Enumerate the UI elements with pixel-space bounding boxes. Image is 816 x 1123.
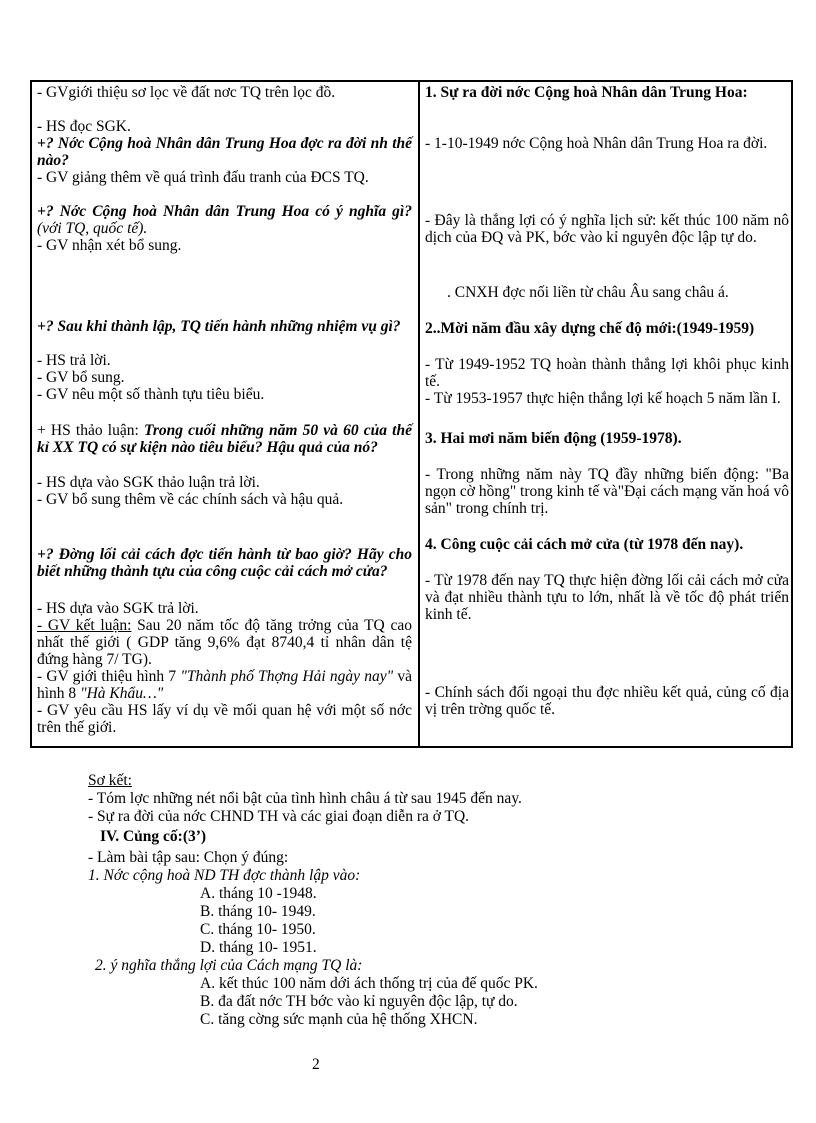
question-1: 1. Nớc cộng hoà ND TH đợc thành lập vào: bbox=[88, 867, 361, 884]
exercise-instruction: - Làm bài tập sau: Chọn ý đúng: bbox=[88, 849, 289, 866]
summary-title: Sơ kết: bbox=[88, 772, 132, 789]
conclusion-label: - GV kết luận: bbox=[37, 617, 132, 634]
content-text: - Đây là thắng lợi có ý nghĩa lịch sử: kết thúc 100 năm nô dịch của ĐQ và PK, bớc vào kỉ nguyên độc lập tự do. bbox=[425, 212, 789, 246]
activity-text bbox=[37, 668, 412, 702]
activity-text: - GV bổ sung. bbox=[37, 369, 125, 386]
figure-intro: và hình 8 bbox=[37, 668, 412, 702]
section-heading: 1. Sự ra đời nớc Cộng hoà Nhân dân Trung Hoa: bbox=[425, 84, 748, 101]
activity-text: - HS dựa vào SGK thảo luận trả lời. bbox=[37, 474, 260, 491]
content-text: - Từ 1949-1952 TQ hoàn thành thắng lợi khôi phục kinh tế. bbox=[425, 356, 789, 390]
question-text: Trong cuối những năm 50 và 60 của thế kỉ XX TQ có sự kiện nào tiêu biểu? Hậu quả của nó? bbox=[37, 422, 412, 456]
discussion-label: + HS thảo luận: bbox=[37, 422, 144, 439]
answer-option: C. tăng cờng sức mạnh của hệ thống XHCN. bbox=[200, 1011, 478, 1028]
answer-option: A. kết thúc 100 năm dới ách thống trị của đế quốc PK. bbox=[200, 975, 538, 992]
activity-question: +? Sau khi thành lập, TQ tiến hành những nhiệm vụ gì? bbox=[37, 318, 401, 335]
content-text: - Từ 1953-1957 thực hiện thắng lợi kế hoạch 5 năm lần I. bbox=[425, 390, 781, 407]
activity-question: +? Đờng lối cải cách đợc tiến hành từ bao giờ? Hãy cho biết những thành tựu của công cuộc cải cách mở cửa? bbox=[37, 546, 412, 580]
activity-text: - HS đọc SGK. bbox=[37, 118, 131, 135]
answer-option: A. tháng 10 -1948. bbox=[200, 885, 317, 902]
lesson-table bbox=[30, 80, 793, 748]
content-text: . CNXH đợc nối liền từ châu Âu sang châu á. bbox=[447, 284, 729, 301]
section-heading: IV. Củng cố:(3’) bbox=[100, 828, 207, 845]
answer-option: B. tháng 10- 1949. bbox=[200, 903, 316, 920]
activity-question bbox=[37, 422, 412, 456]
page-number: 2 bbox=[312, 1056, 320, 1073]
question-2: 2. ý nghĩa thắng lợi của Cách mạng TQ là: bbox=[95, 957, 363, 974]
summary-item: - Sự ra đời của nớc CHND TH và các giai đoạn diễn ra ở TQ. bbox=[88, 808, 470, 825]
activity-text bbox=[37, 617, 412, 668]
activity-text: - GVgiới thiệu sơ lọc về đất nơc TQ trên lọc đồ. bbox=[37, 84, 336, 101]
content-text: - Trong những năm này TQ đầy những biến động: "Ba ngọn cờ hồng" trong kinh tế và"Đại cách mạng văn hoá vô sản" trong chính trị. bbox=[425, 466, 789, 517]
summary-item: - Tóm lợc những nét nổi bật của tình hình châu á từ sau 1945 đến nay. bbox=[88, 790, 522, 807]
content-text: - Từ 1978 đến nay TQ thực hiện đờng lối cải cách mở cửa và đạt nhiều thành tựu to lớn, nhất là về tốc độ phát triển kinh tế. bbox=[425, 572, 789, 623]
figure-8-caption: "Hà Khẩu…" bbox=[80, 685, 164, 702]
activity-text: - HS trả lời. bbox=[37, 352, 111, 369]
answer-option: C. tháng 10- 1950. bbox=[200, 921, 316, 938]
activity-text: - HS dựa vào SGK trả lời. bbox=[37, 600, 199, 617]
answer-option: B. đa đất nớc TH bớc vào kỉ nguyên độc lập, tự do. bbox=[200, 993, 518, 1010]
conclusion-text: Sau 20 năm tốc độ tăng trởng của TQ cao nhất thế giới ( GDP tăng 9,6% đạt 8740,4 tỉ nhân dân tệ đứng hàng 7/ TG). bbox=[37, 617, 413, 668]
activity-question bbox=[37, 203, 412, 237]
answer-option: D. tháng 10- 1951. bbox=[200, 939, 317, 956]
question-text: +? Nớc Cộng hoà Nhân dân Trung Hoa có ý nghĩa gì? bbox=[37, 203, 412, 220]
activity-text: - GV nhận xét bổ sung. bbox=[37, 237, 182, 254]
section-heading: 3. Hai mơi năm biến động (1959-1978). bbox=[425, 430, 682, 447]
content-text: - 1-10-1949 nớc Cộng hoà Nhân dân Trung Hoa ra đời. bbox=[425, 135, 768, 152]
activity-text: - GV bổ sung thêm về các chính sách và hậu quả. bbox=[37, 491, 344, 508]
content-text: - Chính sách đối ngoại thu đợc nhiều kết quả, củng cố địa vị trên trờng quốc tế. bbox=[425, 684, 789, 718]
question-note: (với TQ, quốc tế). bbox=[37, 220, 148, 237]
activity-text: - GV giảng thêm về quá trình đấu tranh của ĐCS TQ. bbox=[37, 169, 369, 186]
activity-question: +? Nớc Cộng hoà Nhân dân Trung Hoa đợc ra đời nh thế nào? bbox=[37, 135, 412, 169]
section-heading: 4. Công cuộc cải cách mở cửa (từ 1978 đến nay). bbox=[425, 536, 744, 553]
activity-text: - GV yêu cầu HS lấy ví dụ về mối quan hệ với một số nớc trên thế giới. bbox=[37, 702, 412, 736]
activity-text: - GV nêu một số thành tựu tiêu biểu. bbox=[37, 386, 265, 403]
column-divider bbox=[418, 82, 420, 746]
figure-7-caption: "Thành phố Thợng Hải ngày nay" bbox=[180, 668, 394, 685]
section-heading: 2..Mời năm đầu xây dựng chế độ mới:(1949-1959) bbox=[425, 320, 755, 337]
figure-intro: - GV giới thiệu hình 7 bbox=[37, 668, 181, 685]
